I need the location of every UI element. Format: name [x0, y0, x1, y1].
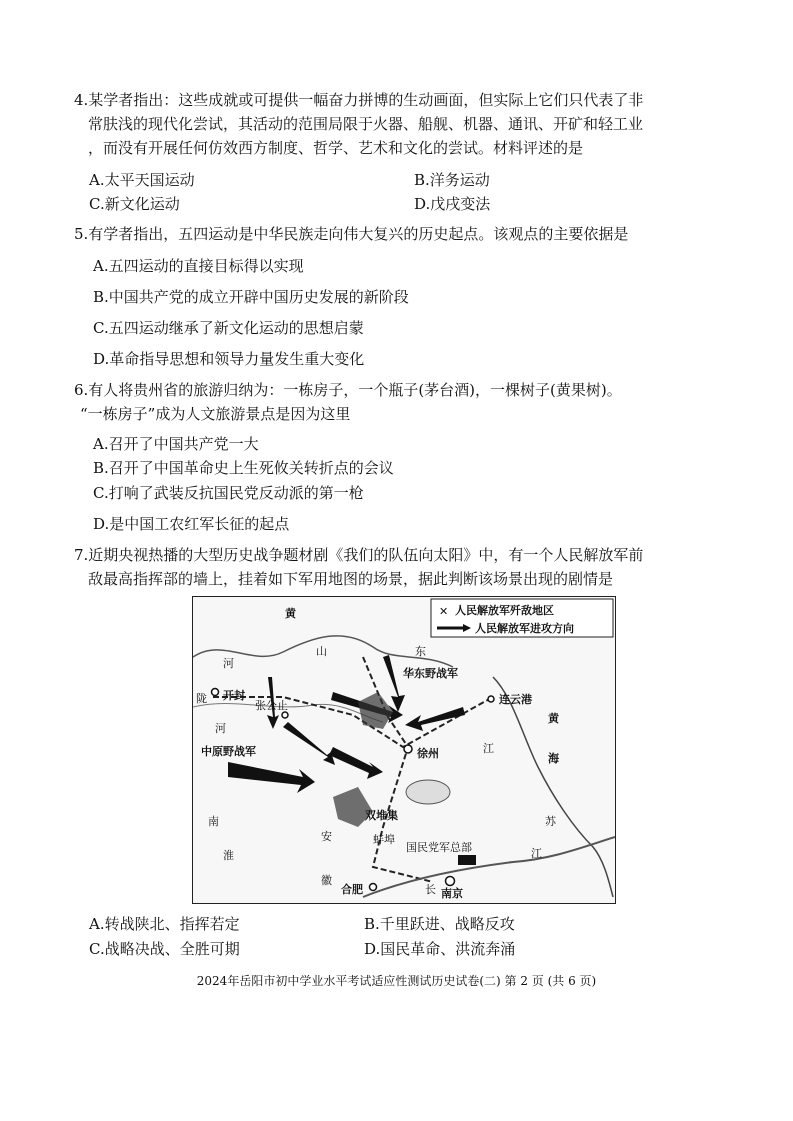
label-zhongyuan-army: 中原野战军 — [201, 745, 256, 758]
q6-option-d[interactable]: D.是中国工农红军长征的起点 — [93, 515, 290, 533]
label-an: 安 — [321, 830, 332, 843]
legend-2: 人民解放军进攻方向 — [475, 622, 574, 635]
label-huadong-army: 华东野战军 — [403, 667, 458, 680]
q7-option-d[interactable]: D.国民革命、洪流奔涌 — [364, 940, 516, 958]
q6-option-c[interactable]: C.打响了武装反抗国民党反动派的第一枪 — [93, 484, 364, 502]
legend-mark-icon: ✕ — [439, 605, 449, 618]
label-bengbu: 蚌埠 — [373, 833, 395, 846]
zhanggongli-dot — [282, 712, 288, 718]
lianyungang-dot — [488, 696, 494, 702]
hefei-dot — [370, 884, 377, 891]
label-he: 河 — [223, 657, 234, 670]
attack-arrow-4 — [228, 762, 315, 793]
q7-option-a[interactable]: A.转战陕北、指挥若定 — [89, 915, 240, 933]
q4-option-c[interactable]: C.新文化运动 — [89, 195, 180, 213]
lake — [406, 780, 450, 804]
label-hefei: 合肥 — [341, 883, 363, 896]
q6-option-b[interactable]: B.召开了中国革命史上生死攸关转折点的会议 — [93, 459, 394, 477]
label-lianyungang: 连云港 — [499, 693, 532, 706]
question-6 — [74, 378, 734, 426]
xuzhou-dot — [404, 745, 412, 753]
label-hai: 海 — [548, 752, 559, 765]
q4-line1: 4.某学者指出：这些成就或可提供一幅奋力拼博的生动画面，但实际上它们只代表了非 — [74, 91, 644, 109]
label-jiang2: 江 — [531, 847, 542, 860]
label-nan: 南 — [208, 815, 219, 828]
map-drawing — [193, 597, 615, 903]
label-nanjing: 南京 — [441, 887, 463, 900]
label-jiang: 江 — [483, 742, 494, 755]
q5-option-d[interactable]: D.革命指导思想和领导力量发生重大变化 — [93, 350, 365, 368]
attack-arrow-3 — [405, 707, 465, 731]
legend-1: 人民解放军歼敌地区 — [455, 604, 554, 617]
battle-zone-1 — [358, 692, 393, 729]
label-chang: 长 — [425, 883, 436, 896]
q5-option-c[interactable]: C.五四运动继承了新文化运动的思想启蒙 — [93, 319, 364, 337]
q7-option-c[interactable]: C.战略决战、全胜可期 — [89, 940, 240, 958]
label-huai: 淮 — [223, 849, 234, 862]
label-shuangduiji: 双堆集 — [365, 809, 398, 822]
q4-option-d[interactable]: D.戊戌变法 — [414, 195, 491, 213]
military-map — [192, 596, 616, 904]
label-hui: 徽 — [321, 874, 332, 887]
q6-option-a[interactable]: A.召开了中国共产党一大 — [93, 435, 259, 453]
q4-option-a[interactable]: A.太平天国运动 — [89, 171, 195, 189]
q6-line1: 6.有人将贵州省的旅游归纳为：一栋房子，一个瓶子(茅台酒)，一棵树子(黄果树)。 — [74, 381, 622, 399]
label-zhanggongli: 张公止 — [255, 699, 288, 712]
kaifeng-dot — [212, 689, 219, 696]
q4-line3: ，而没有开展任何仿效西方制度、哲学、艺术和文化的尝试。材料评述的是 — [88, 139, 584, 157]
label-huang2: 黄 — [548, 712, 559, 725]
page-footer: 2024年岳阳市初中学业水平考试适应性测试历史试卷(二) 第 2 页 (共 6 页) — [196, 974, 597, 988]
label-gmd-hq: 国民党军总部 — [406, 841, 472, 854]
attack-arrow-5 — [283, 722, 335, 765]
label-shan: 山 — [316, 645, 327, 658]
q7-option-b[interactable]: B.千里跃进、战略反攻 — [364, 915, 515, 933]
label-dong: 东 — [415, 645, 426, 658]
q5-line1: 5.有学者指出，五四运动是中华民族走向伟大复兴的历史起点。该观点的主要依据是 — [74, 225, 629, 243]
q5-option-b[interactable]: B.中国共产党的成立开辟中国历史发展的新阶段 — [93, 288, 409, 306]
coastline — [493, 677, 613, 897]
q7-line2: 敌最高指挥部的墙上，挂着如下军用地图的场景，据此判断该场景出现的剧情是 — [88, 570, 614, 588]
q4-option-b[interactable]: B.洋务运动 — [414, 171, 490, 189]
label-long: 陇 — [196, 692, 207, 705]
label-su: 苏 — [545, 815, 556, 828]
question-4 — [74, 88, 734, 160]
q6-line2: “一栋房子”成为人文旅游景点是因为这里 — [80, 405, 351, 423]
nanjing-dot — [446, 877, 455, 886]
attack-arrow-7 — [329, 747, 383, 779]
yangtze-river — [363, 837, 615, 897]
question-7 — [74, 543, 734, 591]
q5-option-a[interactable]: A.五四运动的直接目标得以实现 — [93, 257, 304, 275]
label-he2: 河 — [215, 722, 226, 735]
gmd-hq-flag — [458, 855, 476, 865]
label-xuzhou: 徐州 — [417, 747, 439, 760]
label-kaifeng: 开封 — [223, 689, 245, 702]
q7-line1: 7.近期央视热播的大型历史战争题材剧《我们的队伍向太阳》中，有一个人民解放军前 — [74, 546, 644, 564]
question-5 — [74, 222, 734, 246]
label-huang: 黄 — [285, 607, 296, 620]
q4-line2: 常肤浅的现代化尝试，其活动的范围局限于火器、船舰、机器、通讯、开矿和轻工业 — [88, 115, 644, 133]
